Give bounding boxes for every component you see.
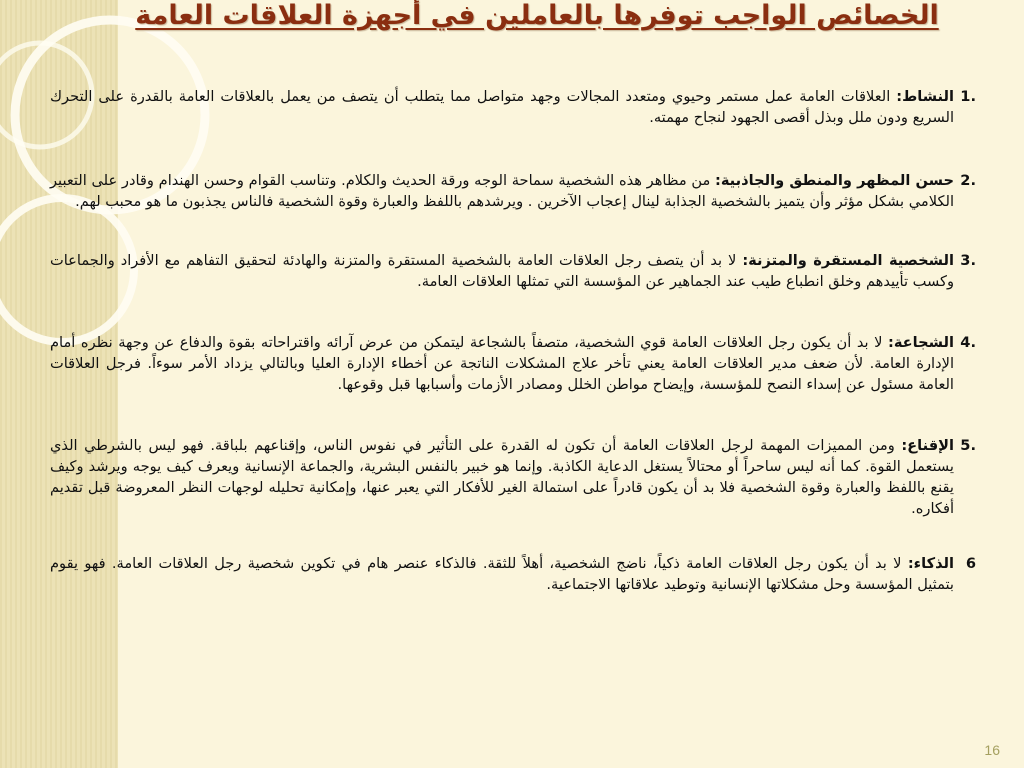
item-number: .1 (960, 88, 976, 105)
page-number: 16 (984, 742, 1000, 758)
item-paragraph (50, 553, 954, 595)
item-term: حسن المظهر والمنطق والجاذبية: (715, 172, 954, 189)
item-paragraph (50, 250, 954, 292)
item-term: الشجاعة: (888, 334, 954, 351)
item-number: 6 (965, 555, 976, 572)
item-text: ومن المميزات المهمة لرجل العلاقات العامة أن تكون له القدرة على التأثير في نفوس الناس، وإقناعهم بلباقة. فهو ليس بالشرطي الذي يستعمل القوة. كما أنه ليس ساحراً أو محتالاً يستغل الدعاية الكاذبة. وإنما هو خبير بالنفس البشرية، والجماعة الإنسانية ويعرف كيف يوجه ويرشد وكيف يقنع باللفظ والعبارة وقوة الشخصية فلا بد أن يكون قادراً على استمالة الغير للأفكار التي يعبر عنها، وإمكانية تحليله لوجهات النظر المعروضة قبل تقديم أفكاره. (50, 437, 954, 517)
item-text: لا بد أن يتصف رجل العلاقات العامة بالشخصية المستقرة والمتزنة والهادئة لتحقيق التفاهم مع الأفراد والجماعات وكسب تأييدهم وخلق انطباع طيب عند الجماهير عن المؤسسة التي تمثلها العلاقات العامة. (50, 252, 954, 290)
item-text: العلاقات العامة عمل مستمر وحيوي ومتعدد المجالات وجهد متواصل مما يتطلب أن يتصف من يعمل بالعلاقات العامة بالقدرة على التحرك السريع ودون ملل وبذل أقصى الجهود لنجاح مهمته. (50, 88, 954, 126)
list-item (50, 435, 976, 519)
item-text: لا بد أن يكون رجل العلاقات العامة ذكياً، ناضج الشخصية، أهلاً للثقة. فالذكاء عنصر هام في تكوين شخصية رجل العلاقات العامة. فهو يقوم بتمثيل المؤسسة وحل مشكلاتها الإنسانية وتوطيد علاقاتها الاجتماعية. (50, 555, 954, 593)
content-list (50, 86, 976, 595)
item-paragraph (50, 332, 954, 395)
list-item (50, 332, 976, 395)
item-number: .4 (960, 334, 976, 351)
item-term: النشاط: (896, 88, 954, 105)
item-number: .2 (960, 172, 976, 189)
item-term: الشخصية المستقرة والمتزنة: (742, 252, 954, 269)
item-paragraph (50, 86, 954, 128)
list-item (50, 250, 976, 292)
list-item (50, 170, 976, 212)
list-item (50, 553, 976, 595)
item-paragraph (50, 170, 954, 212)
item-number: .5 (960, 437, 976, 454)
item-text: لا بد أن يكون رجل العلاقات العامة قوي الشخصية، متصفاً بالشجاعة ليتمكن من عرض آرائه واقتراحاته بقوة والدفاع عن وجهة نظره أمام الإدارة العامة. لأن ضعف مدير العلاقات العامة يعني تأخر علاج المشكلات الناتجة عن أخطاء الإدارة العليا وبالتالي يزداد الأمر سوءاً. فرجل العلاقات العامة مسئول عن إسداء النصح للمؤسسة، وإيضاح مواطن الخلل ومصادر الأزمات وأسبابها قبل وقوعها. (50, 334, 954, 393)
item-paragraph (50, 435, 954, 519)
list-item (50, 86, 976, 128)
item-number: .3 (960, 252, 976, 269)
slide-title: الخصائص الواجب توفرها بالعاملين في أجهزة العلاقات العامة (135, 0, 939, 31)
item-term: الإقناع: (901, 437, 954, 454)
item-text: من مظاهر هذه الشخصية سماحة الوجه ورقة الحديث والكلام. وتناسب القوام وحسن الهندام وقادر على التعبير الكلامي بشكل مؤثر وأن يتميز بالشخصية الجذابة لينال إعجاب الآخرين . ويرشدهم باللفظ والعبارة وقوة الشخصية فالناس يجذبون ما هو محبب لهم. (50, 172, 954, 210)
item-term: الذكاء: (907, 555, 954, 572)
